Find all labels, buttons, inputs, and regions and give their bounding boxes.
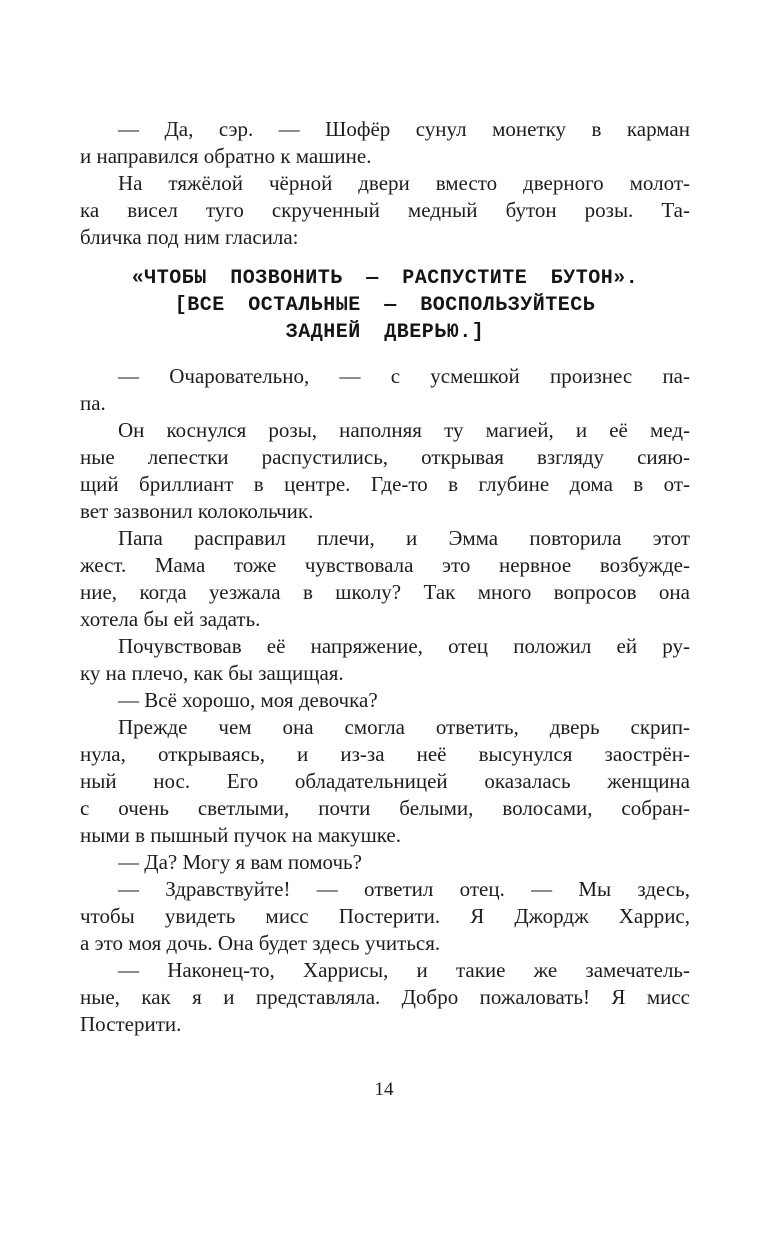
text-line: — Очаровательно, — с усмешкой произнес па- xyxy=(118,364,690,388)
paragraph xyxy=(80,170,690,251)
text-line: ные, как я и представляла. Добро пожаловать! Я мисс xyxy=(80,985,690,1009)
door-sign-line: [ВСЕ ОСТАЛЬНЫЕ — ВОСПОЛЬЗУЙТЕСЬ xyxy=(174,294,596,317)
paragraph xyxy=(80,849,690,876)
text-line: а это моя дочь. Она будет здесь учиться. xyxy=(80,931,441,955)
paragraph xyxy=(80,876,690,957)
text-line: На тяжёлой чёрной двери вместо дверного молот- xyxy=(118,171,690,195)
paragraph xyxy=(80,957,690,1038)
text-line: ный нос. Его обладательницей оказалась женщина xyxy=(80,769,690,793)
text-line: Папа расправил плечи, и Эмма повторила этот xyxy=(118,526,690,550)
text-line: — Да? Могу я вам помочь? xyxy=(118,850,362,874)
text-line: ными в пышный пучок на макушке. xyxy=(80,823,401,847)
text-line: щий бриллиант в центре. Где-то в глубине дома в от- xyxy=(80,472,690,496)
paragraph xyxy=(80,363,690,417)
text-line: жест. Мама тоже чувствовала это нервное возбужде- xyxy=(80,553,690,577)
text-line: с очень светлыми, почти белыми, волосами, собран- xyxy=(80,796,690,820)
door-sign-plaque xyxy=(80,265,690,346)
door-sign-line: «ЧТОБЫ ПОЗВОНИТЬ — РАСПУСТИТЕ БУТОН». xyxy=(131,267,639,290)
text-line: вет зазвонил колокольчик. xyxy=(80,499,314,523)
text-line: нула, открываясь, и из-за неё высунулся заострён- xyxy=(80,742,690,766)
paragraph xyxy=(80,525,690,633)
door-sign-line: ЗАДНЕЙ ДВЕРЬЮ.] xyxy=(285,321,485,344)
text-line: — Наконец-то, Харрисы, и такие же замечатель- xyxy=(118,958,690,982)
text-line: — Здравствуйте! — ответил отец. — Мы здесь, xyxy=(118,877,690,901)
paragraph xyxy=(80,417,690,525)
text-line: хотела бы ей задать. xyxy=(80,607,261,631)
text-line: Он коснулся розы, наполняя ту магией, и её мед- xyxy=(118,418,690,442)
text-block xyxy=(80,116,690,1038)
text-line: па. xyxy=(80,391,106,415)
text-line: Постерити. xyxy=(80,1012,182,1036)
text-line: ние, когда уезжала в школу? Так много вопросов она xyxy=(80,580,690,604)
text-line: ка висел туго скрученный медный бутон розы. Та- xyxy=(80,198,690,222)
text-line: и направился обратно к машине. xyxy=(80,144,372,168)
paragraph xyxy=(80,714,690,849)
text-line: ные лепестки распустились, открывая взгляду сияю- xyxy=(80,445,690,469)
text-line: ку на плечо, как бы защищая. xyxy=(80,661,344,685)
text-line: Почувствовав её напряжение, отец положил ей ру- xyxy=(118,634,690,658)
text-line: Прежде чем она смогла ответить, дверь скрип- xyxy=(118,715,690,739)
text-line: — Всё хорошо, моя девочка? xyxy=(118,688,378,712)
paragraph xyxy=(80,687,690,714)
paragraph xyxy=(80,116,690,170)
page-number: 14 xyxy=(374,1079,394,1100)
text-line: — Да, сэр. — Шофёр сунул монетку в карман xyxy=(118,117,690,141)
text-line: чтобы увидеть мисс Постерити. Я Джордж Харрис, xyxy=(80,904,690,928)
text-line: бличка под ним гласила: xyxy=(80,225,299,249)
paragraph xyxy=(80,633,690,687)
